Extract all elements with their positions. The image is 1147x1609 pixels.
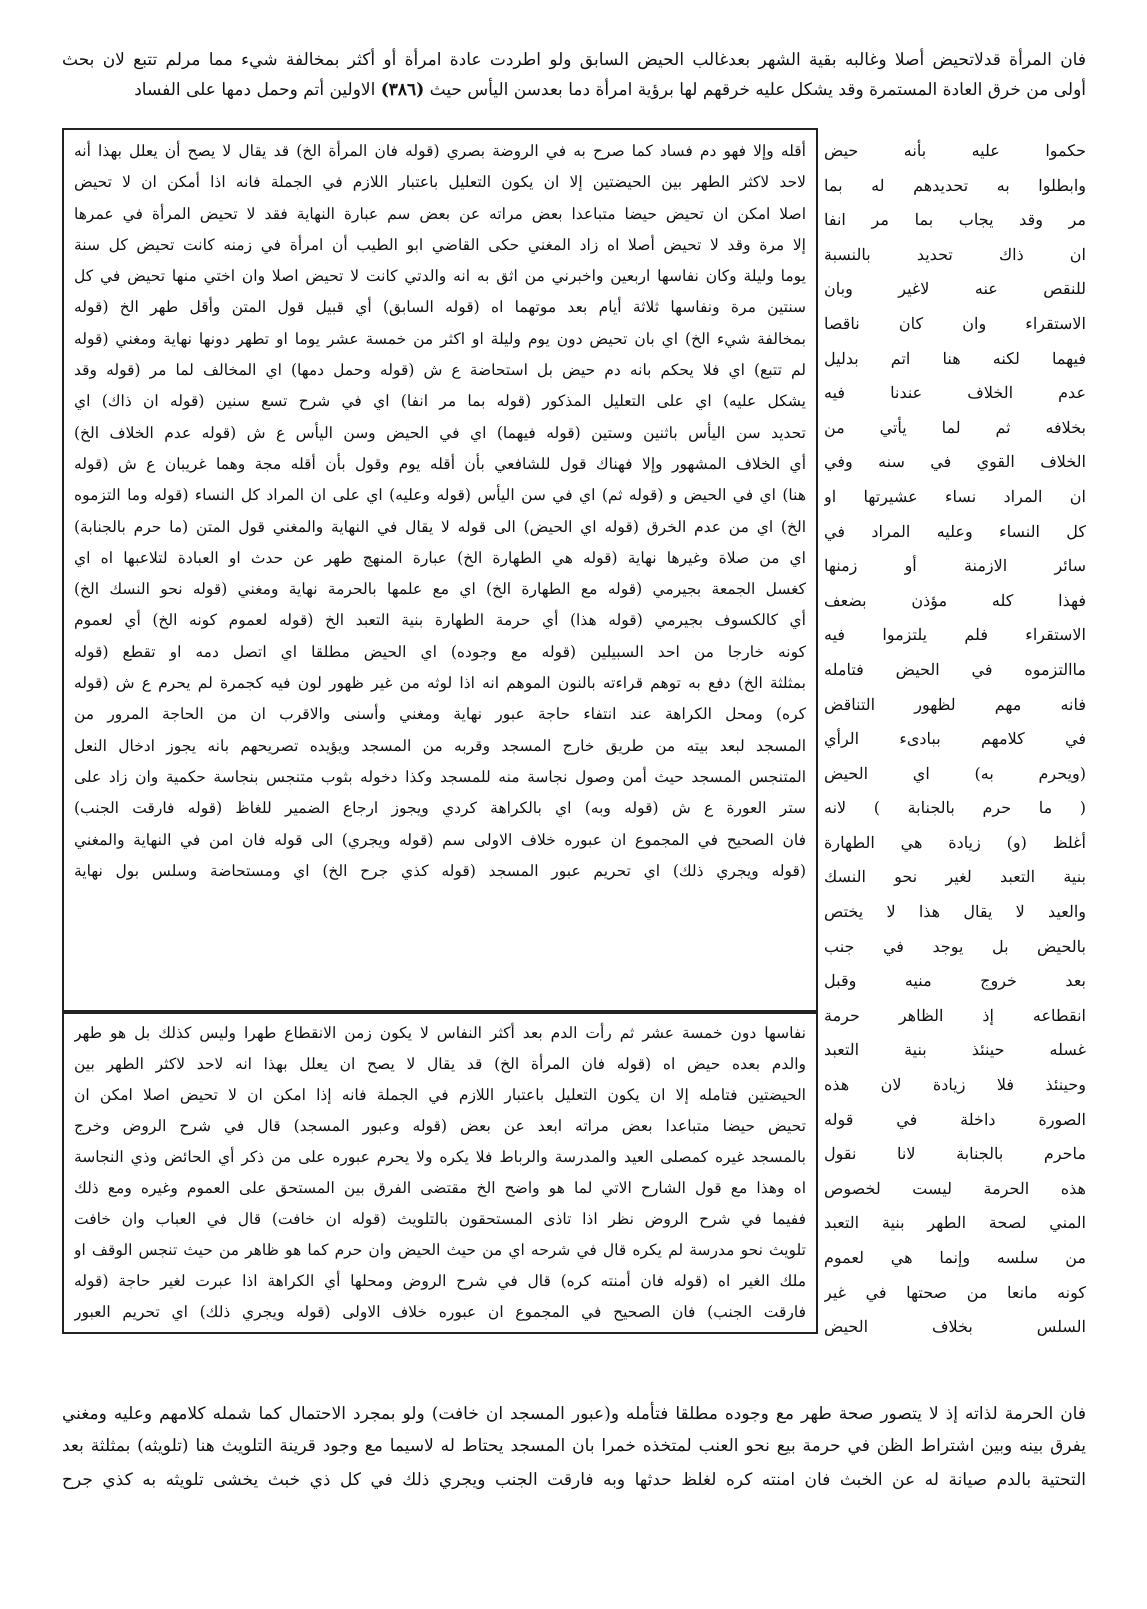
margin-text-line: غسله حينئذ بنية التعبد (824, 1040, 1086, 1060)
commentary-line: تلويث نحو مدرسة لم يكره قال في شرحه اي من حيث الحيض وان حرم كما هو ظاهر من حيث تنجس الوقف او (74, 1241, 806, 1259)
main-text-line: فان المرأة قدلاتحيض أصلا وغالبه بقية الشهر بعدغالب الحيض السابق ولو اطردت عادة امرأة أو أكثر بمخالفة شيء مما مرلم تتبع لان بحث (62, 50, 1086, 70)
margin-text-line: حكموا عليه بأنه حيض (824, 141, 1086, 160)
commentary-box-2 (62, 1012, 818, 1334)
margin-text-line: أغلظ (و) زيادة هي الطهارة (824, 832, 1086, 852)
margin-text-line: سائر الازمنة أو زمنها (824, 556, 1086, 576)
main-text-line (62, 76, 1086, 104)
margin-text-line: بعد خروج منيه وقبل (824, 971, 1086, 991)
commentary-line: نفاسها دون خمسة عشر ثم رأت الدم بعد أكثر النفاس لا يكون زمن الانقطاع طهرا وليس كذلك بل هو طهر (74, 1024, 806, 1042)
commentary-line: المتنجس المسجد حيث أمن وصول نجاسة منه للمسجد وكذا دخوله بثوب متنجس بنجاسة حكمية وان زاد على (74, 767, 806, 786)
margin-text-line: ( ما حرم بالجنابة ) لانه (824, 798, 1086, 818)
commentary-line: ستر العورة ع ش (قوله وبه) اي بالكراهة كردي ويجوز ارجاع الضمير للغاظ (قوله فارقت الجنب) (74, 799, 806, 818)
commentary-line: اصلا امكن ان تحيض حيضا متباعدا بعض مراته عن بعض سم عبارة النهاية فقد لا تحيض المرأة في عمرها (74, 204, 806, 223)
commentary-box-2-text (74, 1018, 806, 1328)
margin-text-line: انقطاعه إذ الظاهر حرمة (824, 1005, 1086, 1025)
commentary-line: كره) ومحل الكراهة عند انتفاء حاجة عبور نهاية ومغني وأسنى والاقرب ان من الحاجة المرور من (74, 705, 806, 724)
commentary-line: تحديد سن اليأس باثنين وستين (قوله فيهما) اي في الحيض وسن اليأس ع ش (قوله عدم الخلاف الخ) (74, 423, 806, 442)
commentary-line: إلا مرة وقد لا تحيض أصلا اه زاد المغني حكى القاضي ابو الطيب أن امرأة في زمنه كانت تحيض كل سنة (74, 235, 806, 254)
margin-text-line: فانه مهم لظهور التناقض (824, 694, 1086, 714)
commentary-line: ففيما في شرح الروض نظر اذا تاذى المستحقون بالتلويث (قوله ان خافت) قال في العباب وان خافت (74, 1210, 806, 1228)
main-text-line: التحتية بالدم صيانة له عن الخبث فان امنته كره لغلظ حدثها وبه فارقت الجنب ويجري ذلك في كل ذي خبث يخشى تلويثه به كذي جرح (62, 1470, 1086, 1490)
margin-text-line: الصورة داخلة في قوله (824, 1109, 1086, 1129)
margin-text-line: الاستقراء فلم يلتزموا فيه (824, 625, 1086, 645)
margin-text-line: وابطلوا به تحديدهم له بما (824, 175, 1086, 195)
commentary-line: لم تتبع) اي فلا يحكم بانه دم حيض بل استحاضة ع ش (قوله وحمل دمها) اي المخالف لما مر (قوله وقد (74, 361, 806, 380)
margin-text-line: للنقص عنه لاغير وبان (824, 279, 1086, 299)
commentary-line: المسجد لبعد بيته من طريق خارج المسجد وقربه من المسجد ويؤيده تصريحهم بانه يجوز ادخال النعل (74, 736, 806, 755)
commentary-box-1-text (74, 136, 806, 887)
margin-text-line: السلس بخلاف الحيض (824, 1317, 1086, 1337)
main-text-segment: أولى من خرق العادة المستمرة وقد يشكل عليه خرقهم لها برؤية امرأة دما بعدسن اليأس حيث (429, 80, 1086, 100)
commentary-line: فان الصحيح في المجموع ان عبوره خلاف الاولى سم (قوله ويجري) الى قوله فان امن في النهاية والمغني (74, 830, 806, 849)
page-number: (٣٨٦) (380, 80, 425, 100)
commentary-line: اي من صلاة وغيرها نهاية (قوله هي الطهارة الخ) عبارة المنهج طهر عن حدث او العبادة لتلاعبها اه اي (74, 548, 806, 567)
commentary-line: أي كالكسوف بجيرمي (قوله هذا) أي حرمة الطهارة بنية التعبد الخ (قوله لعموم كونه الخ) أي لعموم (74, 611, 806, 630)
commentary-line: تحيض حيضا متباعدا بعض مراته ابعد عن بعض (قوله وعبور المسجد) قال في شرح الروض وخرج (74, 1117, 806, 1135)
commentary-line: بمثلثة الخ) دفع به توهم قراءته بالنون الموهم انه اذا لوثه من غير ظهور لون فيه كجمرة لم يحرم ع ش (قوله (74, 674, 806, 693)
commentary-line: بالمسجد غيره كمصلى العيد والمدرسة والرباط فلا يكره ولا يحرم عبوره على من ذكر أي الحائض وذي النجاسة (74, 1148, 806, 1166)
commentary-line: يشكل عليه) اي على التعليل المذكور (قوله بما مر انفا) اي في شرح تسع سنين (قوله ان ذاك) اي (74, 392, 806, 411)
margin-text-line: المني لصحة الطهر بنية التعبد (824, 1213, 1086, 1233)
main-text-column (824, 134, 1086, 1345)
commentary-line: كونه خارجا من احد السبيلين (قوله مع وجوده) اي الحيض مطلقا اي اتصل دمه او تقطع (قوله (74, 642, 806, 661)
margin-text-line: الخلاف القوي في سنه وفي (824, 452, 1086, 472)
margin-text-line: ان ذاك تحديد بالنسبة (824, 244, 1086, 264)
commentary-line: فارقت الجنب) فان الصحيح في المجموع ان عبوره خلاف الاولى (قوله ويجري ذلك) اي تحريم العبور (74, 1303, 806, 1321)
margin-text-line: بنية التعبد لغير نحو النسك (824, 867, 1086, 887)
commentary-line: أقله وإلا فهو دم فساد كما صرح به في الروضة بصري (قوله فان المرأة الخ) قد يقال لا يصح أن يعلل بهذا أنه (74, 142, 806, 160)
commentary-line: أي الخلاف المشهور وإلا فهناك قول للشافعي بأن أقله يوم وقول بأن أقله مجة وهما غريبان ع ش (قوله (74, 454, 806, 473)
main-text-segment: الاولين أتم وحمل دمها على الفساد (134, 80, 376, 100)
margin-text-line: ماالتزموه في الحيض فتامله (824, 659, 1086, 679)
margin-text-line: (ويحرم به) اي الحيض (824, 763, 1086, 783)
margin-text-line: كونه مانعا من صحتها في غير (824, 1282, 1086, 1302)
margin-text-line: فيهما لكنه هنا اتم بدليل (824, 348, 1086, 368)
margin-text-line: هذه الحرمة ليست لخصوص (824, 1178, 1086, 1198)
commentary-line: يوما وليلة وكان نفاسها اربعين واخبرني من اثق به انه والدتي كانت لا تحيض اصلا وان اختي منها تحيض في كل (74, 267, 806, 286)
margin-text-line: في كلامهم ببادىء الرأي (824, 729, 1086, 749)
commentary-box-1 (62, 128, 818, 1012)
commentary-line: سنتين مرة ونفاسها ثلاثة أيام بعد موتهما اه (قوله السابق) أي قبيل قول المتن وأقل طهر الخ (قوله (74, 298, 806, 317)
margin-text-line: ماحرم بالجنابة لانا نقول (824, 1144, 1086, 1164)
margin-text-line: مر وقد يجاب بما مر انفا (824, 210, 1086, 230)
commentary-line: (قوله ويجري ذلك) اي تحريم عبور المسجد (قوله كذي جرح الخ) اي ومستحاضة وسلس بول نهاية (74, 861, 806, 880)
commentary-line: بمخالفة شيء الخ) اي بان تحيض دون يوم وليلة او اكثر من خمسة عشر يوما او تطهر دونها نهاية ومغني (قوله (74, 329, 806, 348)
margin-text-line: وحينئذ فلا زيادة لان هذه (824, 1075, 1086, 1095)
main-text-line: فان الحرمة لذاته إذ لا يتصور صحة طهر مع وجوده مطلقا فتأمله و(عبور المسجد ان خافت) ولو بمجرد الاحتمال كما شمله كلامهم وعليه ومغني (62, 1404, 1086, 1424)
margin-text-line: كل النساء وعليه المراد في (824, 521, 1086, 541)
margin-text-line: بالحيض بل يوجد في جنب (824, 936, 1086, 956)
commentary-line: والدم بعده حيض اه (قوله فان المرأة الخ) قد يقال لا يصح ان يعلل بهذا انه لاحد لاكثر الطهر بين (74, 1055, 806, 1073)
commentary-line: كغسل الجمعة بجيرمي (قوله مع الطهارة الخ) اي مع علمها بالحرمة نهاية ومغني (قوله نحو النسك الخ) (74, 580, 806, 599)
margin-text-line: بخلافه ثم لما يأتي من (824, 417, 1086, 437)
margin-text-line: ان المراد نساء عشيرتها او (824, 486, 1086, 506)
margin-text-line: فهذا كله مؤذن بضعف (824, 590, 1086, 610)
commentary-line: هنا) اي في الحيض و (قوله ثم) اي في سن اليأس (قوله وعليه) اي على ان المراد كل النساء (قوله وما التزموه (74, 486, 806, 505)
main-text-line: يفرق بينه وبين اشتراط الظن في حرمة بيع نحو العنب لمتخذه خمرا بان المسجد يحتاط له لاسيما مع وجود قرينة التلويث هنا (تلويثه) بمثلثة بعد (62, 1436, 1086, 1456)
commentary-line: الخ) اي من عدم الخرق (قوله اي الحيض) الى قوله لا يقال في النهاية والمغني قول المتن (ما حرم بالجنابة) (74, 517, 806, 536)
margin-text-line: والعيد لا يقال هذا لا يختص (824, 902, 1086, 922)
margin-text-line: عدم الخلاف عندنا فيه (824, 383, 1086, 403)
commentary-line: ملك الغير اه (قوله فان أمنته كره) قال في شرح الروض ومحلها أي الكراهة اذا عبرت لغير حاجة (قوله (74, 1272, 806, 1290)
margin-text-line: الاستقراء وان كان ناقصا (824, 313, 1086, 333)
commentary-line: الحيضتين فتامله إلا ان يكون التعليل باعتبار اللازم في الجملة فانه إذا امكن ان لا تحيض اصلا امكن ان (74, 1086, 806, 1104)
margin-text-line: من سلسه وإنما هي لعموم (824, 1248, 1086, 1267)
commentary-line: اه وهذا مع قول الشارح الاتي لما هو واضح الخ مقتضى الفرق بين المستحق على العموم وغيره ومع ذلك (74, 1179, 806, 1197)
commentary-line: لاحد لاكثر الطهر بين الحيضتين إلا ان يكون التعليل باعتبار اللازم في الجملة فانه اذا أمكن ان لا تحيض (74, 173, 806, 192)
